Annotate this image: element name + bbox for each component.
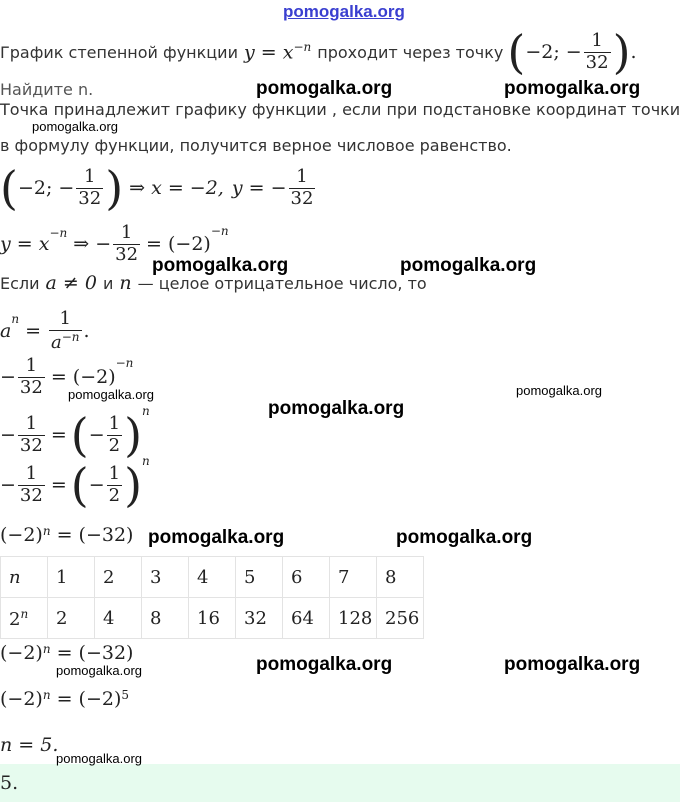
result: n = 5.	[0, 734, 59, 756]
watermark: pomogalka.org	[32, 119, 118, 134]
answer-text: 5.	[0, 772, 19, 794]
fn-x: x	[282, 41, 294, 64]
table-cell: 6	[283, 557, 330, 598]
step-2: y = x $^{-n}$ ⇒ − $\frac{1}{32}$ = (−2) $^{-n}$	[0, 221, 229, 265]
problem-text-before: График степенной функции	[0, 42, 238, 62]
watermark: pomogalka.org	[396, 527, 533, 548]
hidden-line: Найдите n.	[0, 80, 94, 99]
watermark: pomogalka.org	[400, 255, 537, 276]
table-cell: 16	[189, 598, 236, 639]
table-cell: 2	[95, 557, 142, 598]
table-cell: 7	[330, 557, 377, 598]
table-row	[1, 598, 424, 639]
equation-6: (−2) $^n$ = (−2) $^5$	[0, 688, 130, 710]
watermark: pomogalka.org	[268, 398, 405, 419]
table-cell: 64	[283, 598, 330, 639]
table-cell: 5	[236, 557, 283, 598]
watermark: pomogalka.org	[56, 663, 142, 678]
top-watermark[interactable]: pomogalka.org	[283, 2, 405, 21]
table-cell: 4	[95, 598, 142, 639]
watermark: pomogalka.org	[68, 387, 154, 402]
problem-text-after: проходит через точку	[317, 42, 504, 62]
explanation-line-2: в формулу функции, получится верное числовое равенство.	[0, 136, 512, 155]
explanation-line-1: Точка принадлежит графику функции , если при подстановке координат точки	[0, 100, 680, 119]
table-cell: 256	[377, 598, 424, 639]
table-cell: 2$^n$	[1, 598, 48, 639]
equation-2: − $\frac{1}{32}$ = ( − $\frac{1}{2}$ ) $^n$	[0, 404, 150, 462]
table-cell: 8	[142, 598, 189, 639]
watermark: pomogalka.org	[56, 751, 142, 766]
table-cell: 3	[142, 557, 189, 598]
watermark: pomogalka.org	[516, 383, 602, 398]
watermark: pomogalka.org	[256, 78, 393, 99]
watermark: pomogalka.org	[256, 654, 393, 675]
equation-3: − $\frac{1}{32}$ = ( − $\frac{1}{2}$ ) $^n$	[0, 454, 150, 512]
fn-eq: =	[260, 41, 277, 64]
point-x: −2;	[525, 41, 560, 63]
fn-y: y	[243, 41, 255, 64]
table-cell: n	[1, 557, 48, 598]
fn-exp: −n	[293, 40, 312, 55]
powers-table	[0, 556, 424, 639]
point-fraction: $\frac{1}{32}$	[585, 29, 609, 73]
problem-end: .	[630, 41, 637, 63]
table-cell: 1	[48, 557, 95, 598]
table-row	[1, 557, 424, 598]
table-cell: 128	[330, 598, 377, 639]
answer-box	[0, 764, 680, 802]
equation-4: (−2) $^n$ = (−32)	[0, 524, 134, 546]
equation-5: (−2) $^n$ = (−32)	[0, 642, 134, 664]
rule: Если a ≠ 0 и n — целое отрицательное число, то	[0, 272, 427, 294]
table-cell: 8	[377, 557, 424, 598]
watermark: pomogalka.org	[504, 654, 641, 675]
rule-formula: a $^n$ = $\frac{1}{a^{-n}}$ .	[0, 307, 90, 353]
point-minus: −	[565, 41, 582, 63]
watermark: pomogalka.org	[152, 255, 289, 276]
table-cell: 32	[236, 598, 283, 639]
step-1: ( −2; − $\frac{1}{32}$ ) ⇒ x = −2, y = − $\frac{1}{32}$	[0, 161, 314, 215]
point-expression: ( −2; − $\frac{1}{32}$ ) .	[507, 25, 637, 79]
equation-1: − $\frac{1}{32}$ = (−2) $^{-n}$	[0, 354, 134, 398]
watermark: pomogalka.org	[504, 78, 641, 99]
table-cell: 2	[48, 598, 95, 639]
problem-statement	[0, 24, 637, 80]
watermark: pomogalka.org	[148, 527, 285, 548]
table-cell: 4	[189, 557, 236, 598]
